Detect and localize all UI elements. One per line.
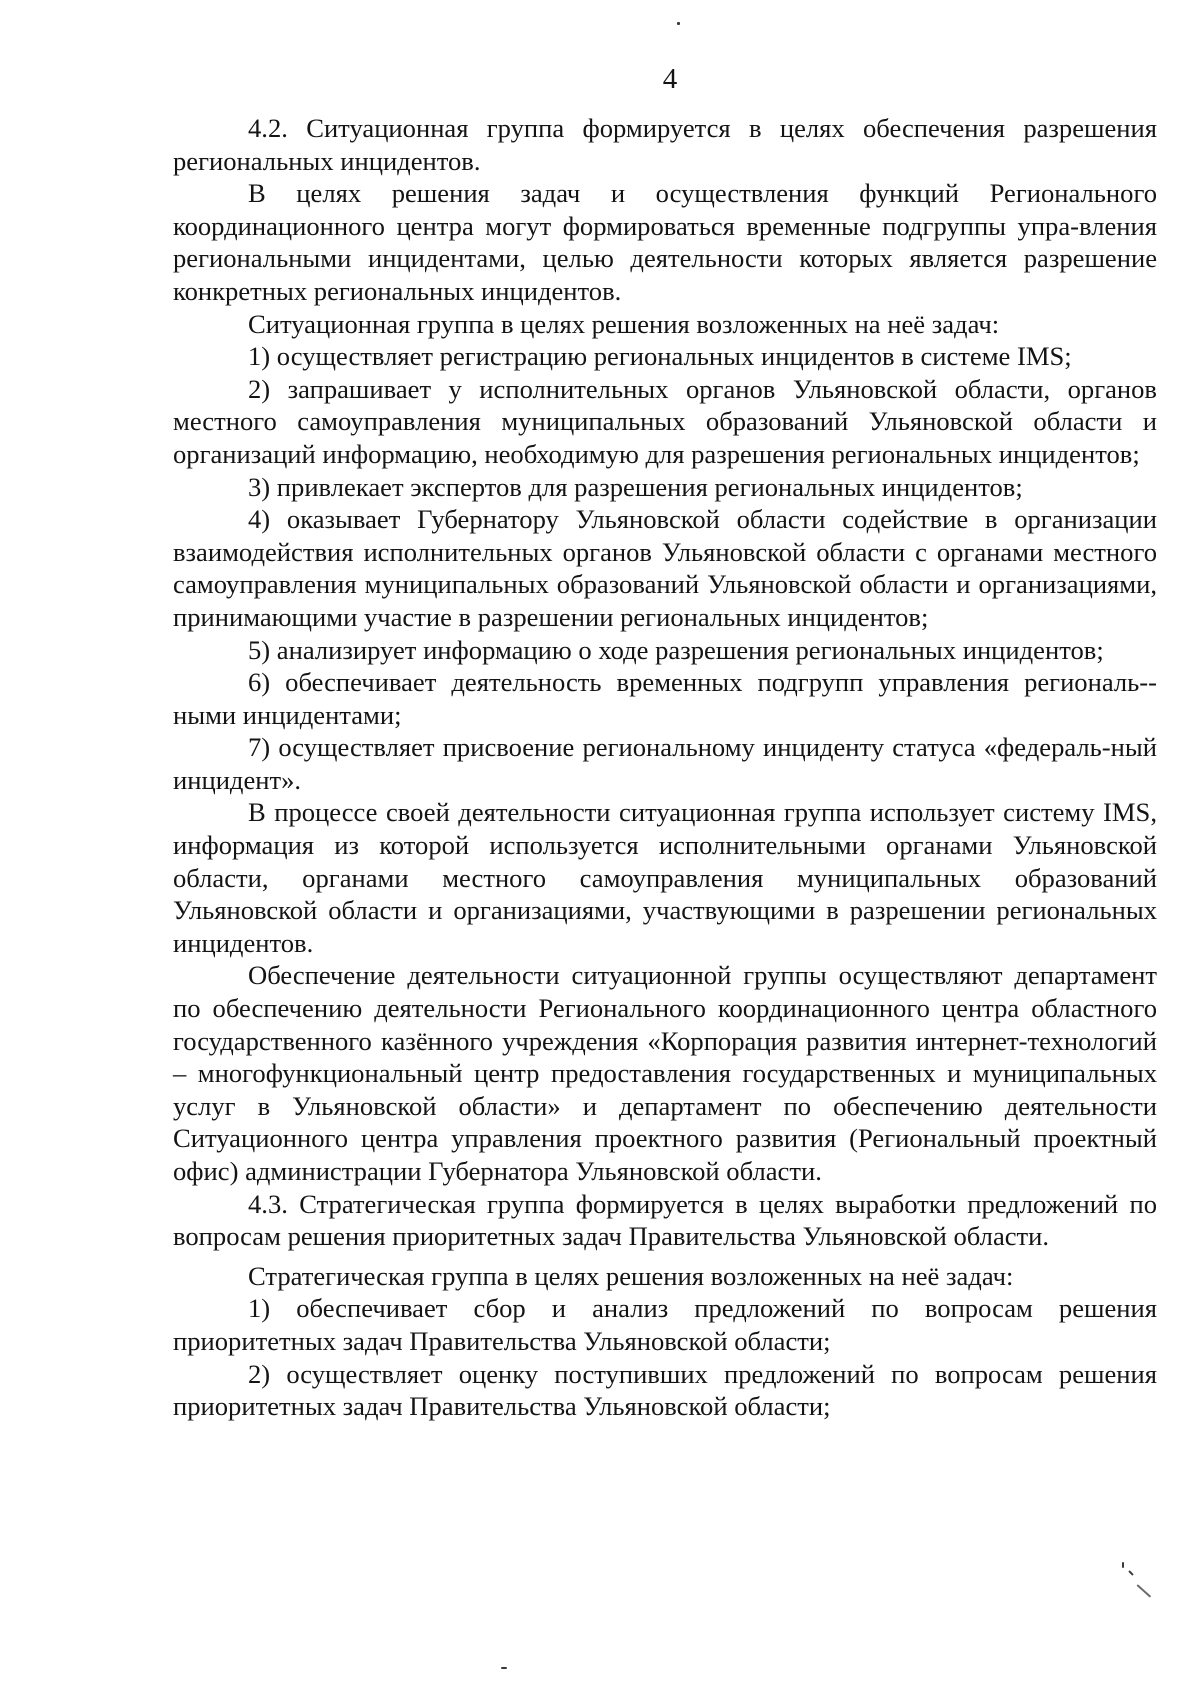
list-item-7-federal-status: 7) осуществляет присвоение региональному инциденту статуса «федераль-ный инцидент». [173,732,1157,795]
scan-speck [1137,1584,1151,1597]
paragraph-situational-group-tasks-intro: Ситуационная группа в целях решения возложенных на неё задач: [248,308,1000,339]
page-number: 4 [662,63,678,95]
paragraph-4-2: 4.2. Ситуационная группа формируется в целях обеспечения разрешения региональных инцидентов. [173,113,1157,176]
paragraph-support-departments: Обеспечение деятельности ситуационной группы осуществляют департамент по обеспечению деятельности Регионального координационного центра областного государственного казённого учреждения «Корпорация развития интернет-технологий – многофункциональный центр предоставления государственных и муниципальных услуг в Ульяновской области» и департамент по обеспечению деятельности Ситуационного центра управления проектного развития (Региональный проектный офис) администрации Губернатора Ульяновской области. [173,960,1157,1186]
paragraph-4-3: 4.3. Стратегическая группа формируется в целях выработки предложений по вопросам решения приоритетных задач Правительства Ульяновской области. [173,1188,1157,1252]
list-item-1-registration: 1) осуществляет регистрацию региональных инцидентов в системе IMS; [248,341,1072,372]
strategic-list-item-2: 2) осуществляет оценку поступивших предложений по вопросам решения приоритетных задач Правительства Ульяновской области; [173,1358,1157,1422]
list-item-3-experts: 3) привлекает экспертов для разрешения региональных инцидентов; [248,471,1023,502]
list-item-5-analyzes: 5) анализирует информацию о ходе разрешения региональных инцидентов; [248,634,1104,665]
scan-speck [677,22,680,25]
document-body [173,112,1157,1423]
paragraph-temporary-subgroups: В целях решения задач и осуществления функций Регионального координационного центра могут формироваться временные подгруппы упра-вления региональными инцидентами, целью деятельности которых является разрешение конкретных региональных инцидентов. [173,178,1157,306]
scan-speck [501,1667,507,1669]
scan-speck [1128,1570,1134,1576]
list-item-4-assists-governor: 4) оказывает Губернатору Ульяновской области содействие в организации взаимодействия исполнительных органов Ульяновской области с органами местного самоуправления муниципальных образований Ульяновской области и организациями, принимающими участие в разрешении региональных инцидентов; [173,504,1157,632]
scan-speck [1122,1562,1124,1568]
list-item-6-subgroups: 6) обеспечивает деятельность временных подгрупп управления региональ-ными инцидентами; [173,667,1157,730]
paragraph-strategic-group-tasks-intro: Стратегическая группа в целях решения возложенных на неё задач: [248,1260,1014,1291]
strategic-list-item-1: 1) обеспечивает сбор и анализ предложений по вопросам решения приоритетных задач Правительства Ульяновской области; [173,1293,1157,1356]
paragraph-ims-usage: В процессе своей деятельности ситуационная группа использует систему IMS, информация из которой используется исполнительными органами Ульяновской области, органами местного самоуправления муниципальных образований Ульяновской области и организациями, участвующими в разрешении региональных инцидентов. [173,797,1157,958]
list-item-2-requests-info: 2) запрашивает у исполнительных органов Ульяновской области, органов местного самоуправления муниципальных образований Ульяновской области и организаций информацию, необходимую для разрешения региональных инцидентов; [173,373,1157,469]
